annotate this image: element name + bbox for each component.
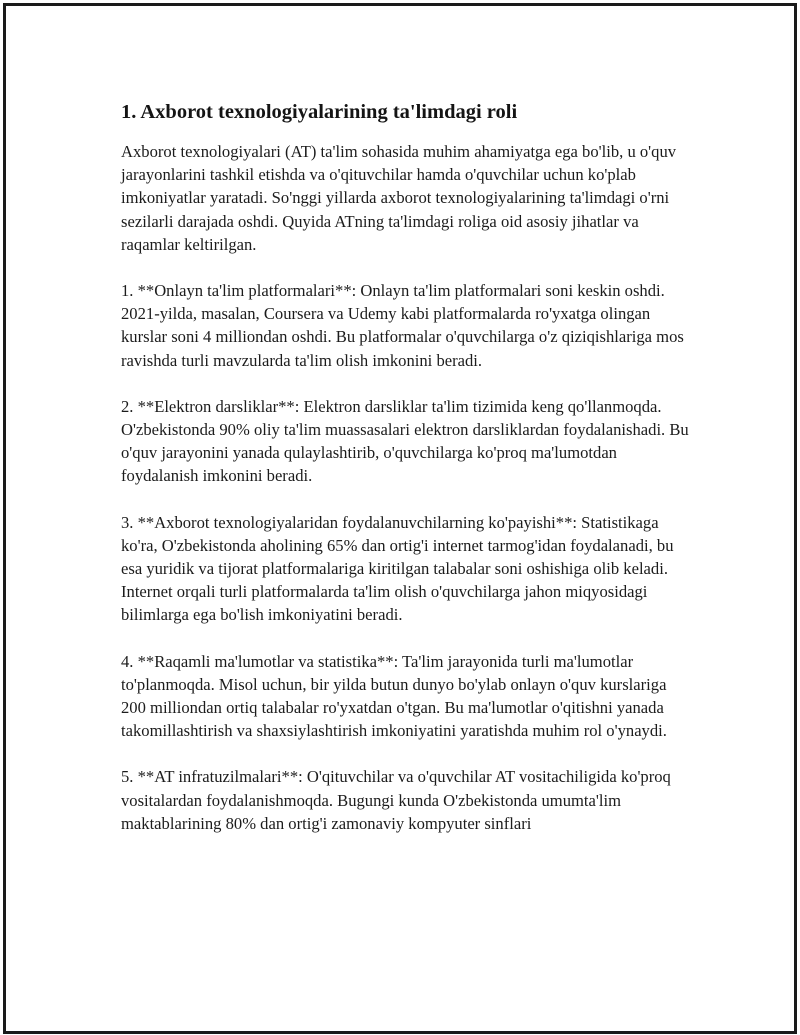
section-title: 1. Axborot texnologiyalarining ta'limdagi roli xyxy=(121,101,518,123)
point-digital-data-statistics: 4. **Raqamli ma'lumotlar va statistika**: Ta'lim jarayonida turli ma'lumotlar to'planmoqda. Misol uchun, bir yilda butun dunyo bo'ylab onlayn o'quv kurslariga 200 milliondan ortiq talabalar ro'yxatdan o'tgan. Bu ma'lumotlar o'qitishni yanada takomillashtirish va shaxsiylashtirish imkoniyatini yaratishda muhim rol o'ynaydi. xyxy=(121,651,667,741)
document-body xyxy=(121,98,691,858)
point-it-users-growth: 3. **Axborot texnologiyalaridan foydalanuvchilarning ko'payishi**: Statistikaga ko'ra, O'zbekistonda aholining 65% dan ortig'i internet tarmog'idan foydalanadi, bu esa yuridik va tijorat platformalariga kiritilgan talabalar soni oshishiga olib keladi. Internet orqali turli platformalarda ta'lim olish o'quvchilarga jahon miqyosidagi bilimlarga ega bo'lish imkoniyatini beradi. xyxy=(121,512,674,625)
point-electronic-textbooks: 2. **Elektron darsliklar**: Elektron darsliklar ta'lim tizimida keng qo'llanmoqda. O'zbekistonda 90% oliy ta'lim muassasalari elektron darsliklardan foydalanishadi. Bu o'quv jarayonini yanada qulaylashtirib, o'quvchilarga ko'proq ma'lumotdan foydalanish imkonini beradi. xyxy=(121,396,689,486)
page-frame xyxy=(3,3,797,1034)
intro-paragraph: Axborot texnologiyalari (AT) ta'lim sohasida muhim ahamiyatga ega bo'lib, u o'quv jarayonlarini tashkil etishda va o'qituvchilar hamda o'quvchilar uchun ko'plab imkoniyatlar yaratadi. So'nggi yillarda axborot texnologiyalarining ta'limdagi o'rni sezilarli darajada oshdi. Quyida ATning ta'limdagi roliga oid asosiy jihatlar va raqamlar keltirilgan. xyxy=(121,142,677,254)
point-it-infrastructure: 5. **AT infratuzilmalari**: O'qituvchilar va o'quvchilar AT vositachiligida ko'proq vositalardan foydalanishmoqda. Bugungi kunda O'zbekistonda umumta'lim maktablarining 80% dan ortig'i zamonaviy kompyuter sinflari xyxy=(121,767,671,833)
point-online-platforms: 1. **Onlayn ta'lim platformalari**: Onlayn ta'lim platformalari soni keskin oshdi. 2021-yilda, masalan, Coursera va Udemy kabi platformalarda ro'yxatga olingan kurslar soni 4 milliondan oshdi. Bu platformalar o'quvchilarga o'z qiziqishlariga mos ravishda turli mavzularda ta'lim olish imkonini beradi. xyxy=(121,281,684,370)
